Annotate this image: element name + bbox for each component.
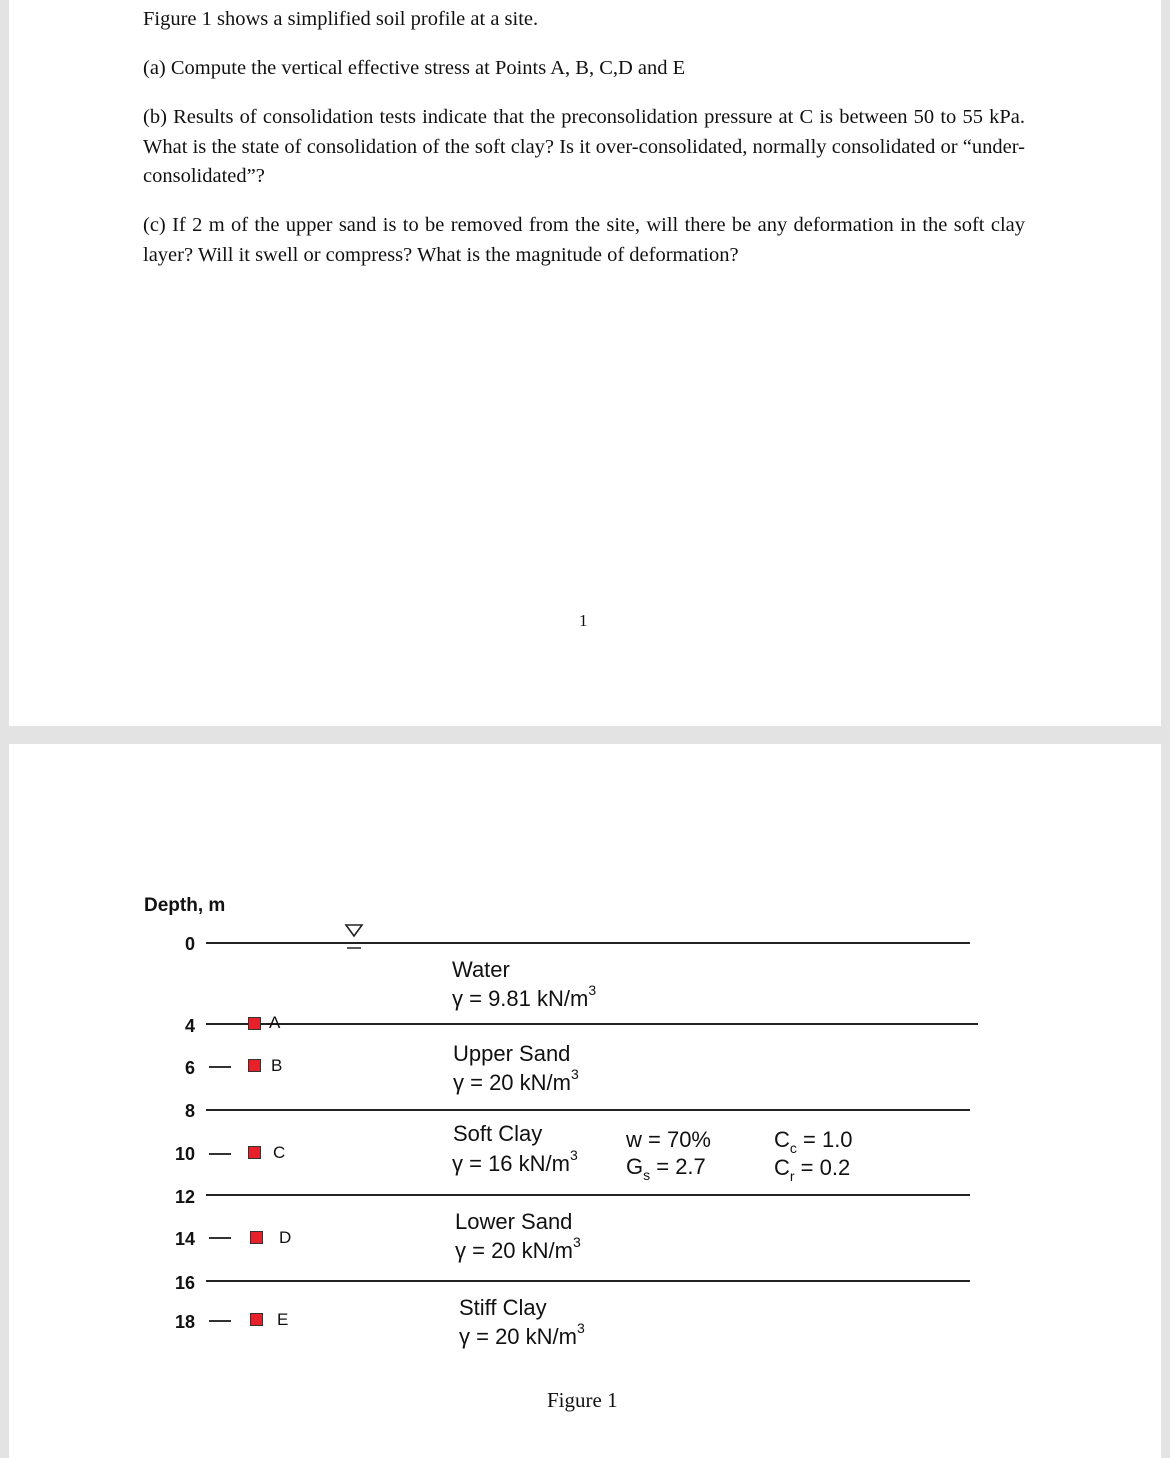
water-table-icon: [337, 923, 371, 951]
point-e-marker: [250, 1313, 263, 1326]
document-page-1: [9, 0, 1161, 726]
depth-tick: 4: [184, 1016, 195, 1036]
layer-soft-clay-gamma: γ = 16 $kN/m^3$: [452, 1147, 578, 1176]
tick-line-d: [209, 1237, 231, 1239]
question-c: (c) If 2 m of the upper sand is to be removed from the site, will there be any deformation in the soft clay layer? Will it swell or compress? What is the magnitude of deformation?: [143, 214, 1025, 266]
layer-stiff-clay-name: Stiff Clay: [459, 1295, 547, 1320]
point-d-marker: [250, 1231, 263, 1244]
point-a-marker: [248, 1017, 261, 1030]
question-b: (b) Results of consolidation tests indicate that the preconsolidation pressure at C is between 50 to 55 kPa. What is the state of consolidation of the soft clay? Is it over-consolidated, normally consolidated or “under-consolidated”?: [143, 106, 1025, 187]
layer-lower-sand-gamma: γ = 20 $kN/m^3$: [455, 1234, 581, 1263]
intro-paragraph: Figure 1 shows a simplified soil profile at a site.: [143, 8, 539, 30]
boundary-sand-clay: [206, 1109, 970, 1111]
depth-tick: 6: [184, 1058, 195, 1078]
boundary-lowersand-stiffclay: [206, 1280, 970, 1282]
layer-upper-sand-gamma: γ = 20 $kN/m^3$: [453, 1066, 579, 1095]
layer-water-name: Water: [452, 957, 510, 982]
point-b-marker: [248, 1059, 261, 1072]
layer-water-gamma: γ = 9.81 $kN/m^3$: [452, 982, 597, 1011]
boundary-water-sand: [206, 1023, 978, 1025]
point-e-label: E: [277, 1310, 289, 1329]
page-number: 1: [579, 611, 588, 630]
depth-axis-title: Depth, m: [144, 895, 226, 916]
layer-upper-sand-name: Upper Sand: [453, 1041, 571, 1066]
document-page-2: [9, 744, 1161, 1458]
soft-clay-compression-index: $C_c = 1.0$: [774, 1127, 853, 1156]
tick-line-c: [209, 1153, 231, 1155]
point-c-marker: [248, 1146, 261, 1159]
point-a-label: A: [269, 1013, 281, 1032]
layer-lower-sand-name: Lower Sand: [455, 1209, 573, 1234]
layer-soft-clay-name: Soft Clay: [453, 1121, 543, 1146]
boundary-clay-lowersand: [206, 1194, 970, 1196]
soft-clay-recompression-index: $C_r = 0.2$: [774, 1155, 851, 1184]
tick-line-b: [209, 1066, 231, 1068]
tick-line-e: [209, 1320, 231, 1322]
point-b-label: B: [271, 1056, 283, 1075]
depth-tick: 16: [174, 1273, 195, 1293]
depth-tick: 18: [174, 1312, 195, 1332]
soft-clay-specific-gravity: $G_s = 2.7$: [626, 1154, 706, 1183]
depth-tick: 14: [174, 1229, 195, 1249]
soft-clay-water-content: w = 70%: [626, 1127, 711, 1152]
question-a: (a) Compute the vertical effective stress at Points A, B, C,D and E: [143, 57, 686, 79]
figure-caption: Figure 1: [547, 1388, 618, 1412]
depth-tick: 10: [174, 1144, 195, 1164]
point-d-label: D: [279, 1228, 292, 1247]
layer-stiff-clay-gamma: γ = 20 $kN/m^3$: [459, 1320, 585, 1349]
point-c-label: C: [273, 1143, 286, 1162]
depth-tick: 0: [184, 934, 195, 954]
depth-tick: 8: [184, 1101, 195, 1121]
depth-tick: 12: [174, 1187, 195, 1207]
boundary-surface: [206, 942, 970, 944]
